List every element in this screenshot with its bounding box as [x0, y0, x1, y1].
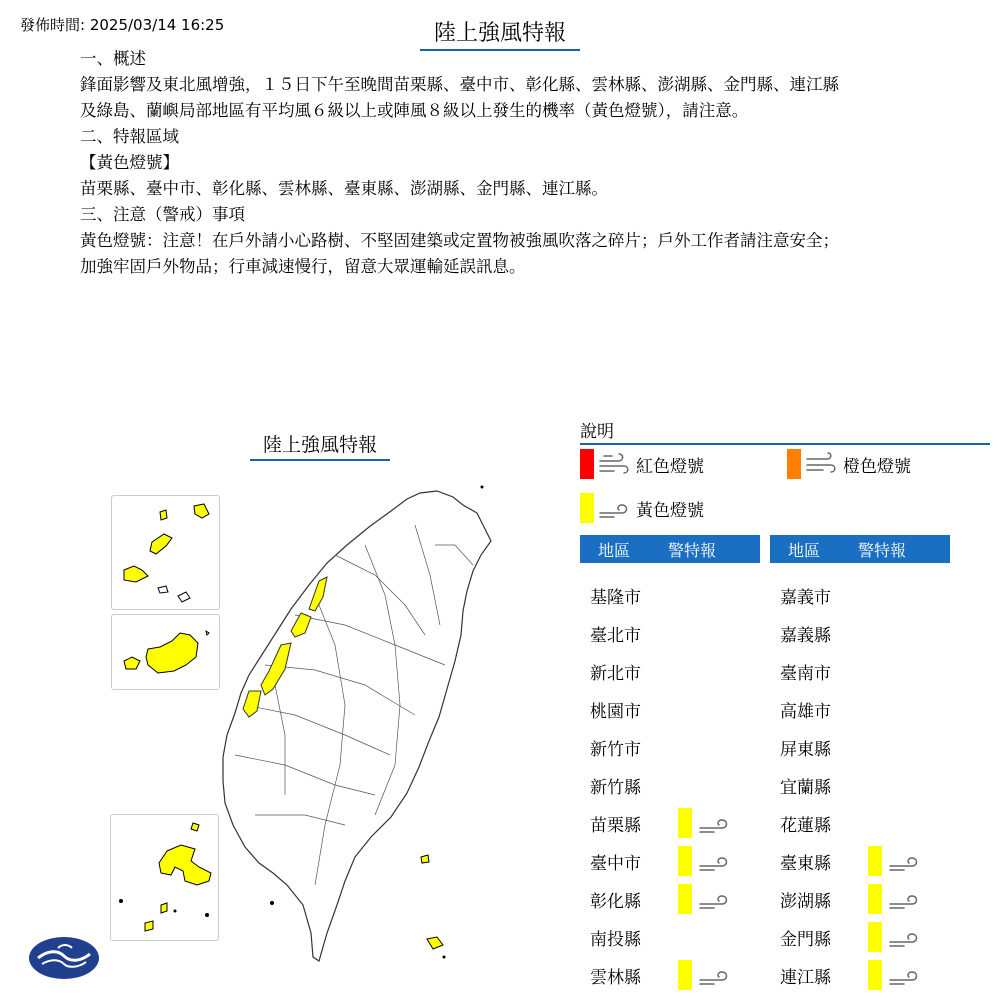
- yellow-signal-bar: [678, 960, 692, 990]
- section3-line1: 黃色燈號：注意！在戶外請小心路樹、不堅固建築或定置物被強風吹落之碎片；戶外工作者請注意安全；: [80, 231, 839, 250]
- table-row: [770, 880, 950, 918]
- legend-orange: [787, 449, 911, 479]
- matsu-inset: [111, 495, 220, 610]
- map-title: 陸上強風特報: [250, 430, 390, 461]
- area-name: 高雄市: [780, 701, 831, 722]
- legend-red-label: 紅色燈號: [636, 456, 704, 477]
- area-name: 新竹縣: [590, 777, 641, 798]
- yellow-signal-bar: [868, 846, 882, 876]
- strong-wind-icon: [598, 451, 630, 477]
- table-row: [580, 766, 760, 804]
- table-row: [770, 956, 950, 994]
- moderate-wind-icon: [805, 451, 837, 477]
- matsu-islands-map: [112, 496, 219, 609]
- section2-signal: 【黃色燈號】: [80, 153, 179, 172]
- wind-icon: [698, 962, 730, 988]
- area-name: 臺中市: [590, 853, 641, 874]
- taiwan-main-island: [223, 491, 491, 961]
- wind-icon: [698, 886, 730, 912]
- legend-title: 說明: [580, 417, 990, 445]
- yellow-signal-bar: [678, 846, 692, 876]
- col-warning-header: 警特報: [668, 540, 717, 560]
- yellow-signal-bar: [678, 884, 692, 914]
- table-row: [770, 690, 950, 728]
- wind-icon: [598, 495, 630, 521]
- table-row: [580, 918, 760, 956]
- warning-signal: [678, 884, 730, 914]
- col-area-header: 地區: [598, 540, 631, 560]
- yellow-signal-bar: [868, 960, 882, 990]
- area-name: 苗栗縣: [590, 815, 641, 836]
- col-warning-header: 警特報: [858, 540, 907, 560]
- area-name: 彰化縣: [590, 891, 641, 912]
- table-row: [580, 842, 760, 880]
- area-name: 金門縣: [780, 929, 831, 950]
- table-row: [580, 956, 760, 994]
- area-name: 桃園市: [590, 701, 641, 722]
- cwa-logo: [28, 936, 100, 980]
- kinmen-inset: [111, 614, 220, 690]
- legend-yellow: [580, 493, 704, 523]
- area-name: 澎湖縣: [780, 891, 831, 912]
- table-row: [770, 652, 950, 690]
- wind-icon: [888, 886, 920, 912]
- wind-icon: [888, 924, 920, 950]
- legend-orange-label: 橙色燈號: [843, 456, 911, 477]
- penghu-islands-map: [111, 815, 218, 940]
- area-name: 嘉義市: [780, 587, 831, 608]
- area-name: 嘉義縣: [780, 625, 831, 646]
- table-row: [580, 690, 760, 728]
- col-area-header: 地區: [788, 540, 821, 560]
- section3-line2: 加強牢固戶外物品；行車減速慢行，留意大眾運輸延誤訊息。: [80, 257, 526, 276]
- orange-swatch: [787, 449, 801, 479]
- table-row: [580, 728, 760, 766]
- bulletin-text: [80, 46, 980, 280]
- penghu-inset: [110, 814, 219, 941]
- yellow-signal-bar: [678, 808, 692, 838]
- table-row: [580, 614, 760, 652]
- page-title-text: 陸上強風特報: [420, 16, 580, 51]
- orchid-island: [427, 937, 443, 949]
- section1-line2: 及綠島、蘭嶼局部地區有平均風６級以上或陣風８級以上發生的機率（黃色燈號），請注意。: [80, 101, 749, 120]
- area-name: 連江縣: [780, 967, 831, 988]
- legend-yellow-label: 黃色燈號: [636, 500, 704, 521]
- section2-heading: 二、特報區域: [80, 127, 179, 146]
- warning-signal: [678, 960, 730, 990]
- table-row: [770, 576, 950, 614]
- table-row: [770, 842, 950, 880]
- green-island: [421, 855, 429, 863]
- section2-areas: 苗栗縣、臺中市、彰化縣、雲林縣、臺東縣、澎湖縣、金門縣、連江縣。: [80, 179, 608, 198]
- table-header-left: [580, 535, 760, 563]
- table-row: [770, 614, 950, 652]
- wind-icon: [888, 848, 920, 874]
- yellow-signal-bar: [868, 922, 882, 952]
- area-name: 屏東縣: [780, 739, 831, 760]
- legend-red: [580, 449, 704, 479]
- table-row: [770, 918, 950, 956]
- table-row: [580, 576, 760, 614]
- warning-signal: [868, 960, 920, 990]
- table-row: [580, 652, 760, 690]
- table-row: [580, 880, 760, 918]
- table-header-right: [770, 535, 950, 563]
- section1-heading: 一、概述: [80, 49, 146, 68]
- table-row: [580, 804, 760, 842]
- red-swatch: [580, 449, 594, 479]
- table-row: [770, 766, 950, 804]
- wind-icon: [888, 962, 920, 988]
- warning-signal: [678, 808, 730, 838]
- warning-signal: [868, 922, 920, 952]
- section1-line1: 鋒面影響及東北風增強，１５日下午至晚間苗栗縣、臺中市、彰化縣、雲林縣、澎湖縣、金門縣、連江縣: [80, 75, 839, 94]
- area-name: 基隆市: [590, 587, 641, 608]
- area-name: 臺東縣: [780, 853, 831, 874]
- kinmen-islands-map: [112, 615, 219, 689]
- table-row: [770, 728, 950, 766]
- area-name: 花蓮縣: [780, 815, 831, 836]
- taiwan-map: [215, 485, 505, 985]
- area-name: 臺北市: [590, 625, 641, 646]
- warning-signal: [868, 884, 920, 914]
- wind-icon: [698, 810, 730, 836]
- area-name: 新竹市: [590, 739, 641, 760]
- wind-icon: [698, 848, 730, 874]
- area-name: 臺南市: [780, 663, 831, 684]
- issue-time: 發佈時間: 2025/03/14 16:25: [20, 16, 225, 34]
- area-name: 宜蘭縣: [780, 777, 831, 798]
- yellow-signal-bar: [868, 884, 882, 914]
- area-name: 雲林縣: [590, 967, 641, 988]
- warning-signal: [678, 846, 730, 876]
- area-name: 新北市: [590, 663, 641, 684]
- section3-heading: 三、注意（警戒）事項: [80, 205, 245, 224]
- table-row: [770, 804, 950, 842]
- warning-signal: [868, 846, 920, 876]
- yellow-swatch: [580, 493, 594, 523]
- area-name: 南投縣: [590, 929, 641, 950]
